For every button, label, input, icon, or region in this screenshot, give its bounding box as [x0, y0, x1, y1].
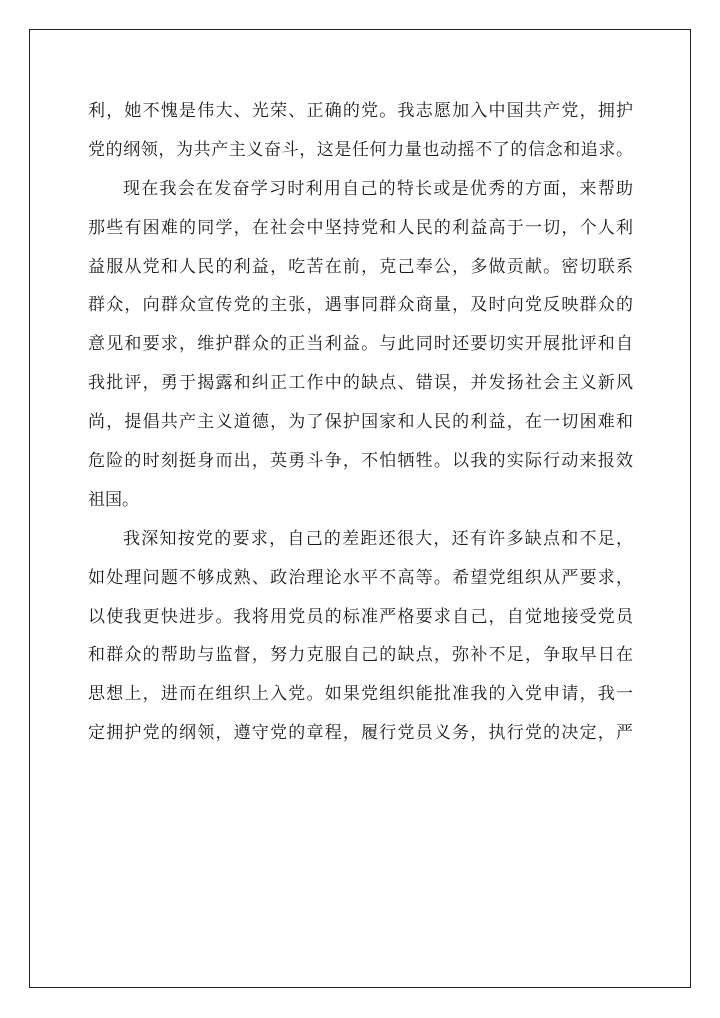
text-line: 利，她不愧是伟大、光荣、正确的党。我志愿加入中国共产党，拥护 [88, 101, 633, 121]
text-line: 祖国。 [88, 489, 139, 510]
text-line: 定拥护党的纲领，遵守党的章程，履行党员义务，执行党的决定，严 [88, 723, 633, 744]
text-line: 意见和要求，维护群众的正当利益。与此同时还要切实开展批评和自 [88, 334, 633, 355]
text-line: 危险的时刻挺身而出，英勇斗争，不怕牺牲。以我的实际行动来报效 [88, 451, 633, 472]
text-line: 以使我更快进步。我将用党员的标准严格要求自己，自觉地接受党员 [88, 606, 633, 627]
text-line: 现在我会在发奋学习时利用自己的特长或是优秀的方面，来帮助 [123, 178, 633, 199]
text-line: 党的纲领，为共产主义奋斗，这是任何力量也动摇不了的信念和追求。 [88, 139, 633, 160]
text-line: 和群众的帮助与监督，努力克服自己的缺点，弥补不足，争取早日在 [88, 645, 633, 666]
text-line: 那些有困难的同学，在社会中坚持党和人民的利益高于一切，个人利 [88, 217, 633, 238]
paragraph-1 [88, 92, 633, 170]
text-line: 益服从党和人民的利益，吃苦在前，克己奉公，多做贡献。密切联系 [88, 256, 633, 277]
text-line: 思想上，进而在组织上入党。如果党组织能批准我的入党申请，我一 [88, 684, 633, 705]
paragraph-2 [88, 170, 633, 520]
text-line: 尚，提倡共产主义道德，为了保护国家和人民的利益，在一切困难和 [88, 412, 633, 433]
text-line: 我批评，勇于揭露和纠正工作中的缺点、错误，并发扬社会主义新风 [88, 373, 633, 394]
text-line: 我深知按党的要求，自己的差距还很大，还有许多缺点和不足， [123, 528, 633, 549]
text-line: 群众，向群众宣传党的主张，遇事同群众商量，及时向党反映群众的 [88, 295, 633, 316]
document-body [88, 92, 633, 753]
text-line: 如处理问题不够成熟、政治理论水平不高等。希望党组织从严要求， [88, 567, 633, 588]
paragraph-3 [88, 520, 633, 753]
